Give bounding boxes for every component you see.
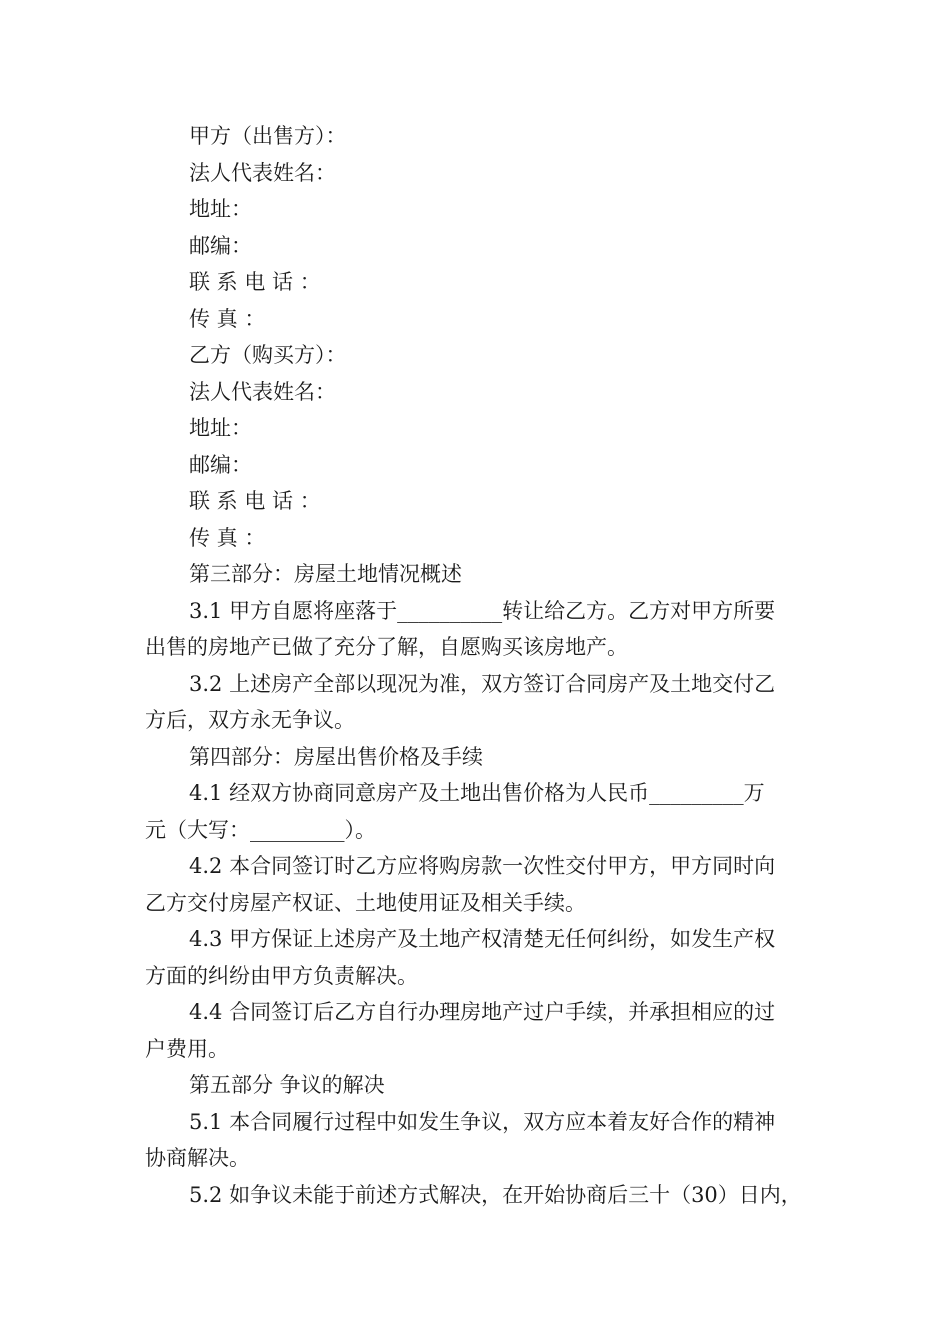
clause-3-2-line-1: 3.2 上述房产全部以现况为准，双方签订合同房产及土地交付乙 [189,671,776,696]
party-a-fax: 传 真 ： [189,306,266,331]
clause-5-1-line-1: 5.1 本合同履行过程中如发生争议，双方应本着友好合作的精神 [189,1109,776,1134]
clause-4-2-line-1: 4.2 本合同签订时乙方应将购房款一次性交付甲方，甲方同时向 [189,854,776,878]
clause-4-3-line-1: 4.3 甲方保证上述房产及土地产权清楚无任何纠纷，如发生产权 [189,927,776,951]
party-a-phone: 联 系 电 话 ： [189,270,321,294]
clause-4-3-line-2: 方面的纠纷由甲方负责解决。 [145,963,418,988]
clause-5-1-line-2: 协商解决。 [145,1146,250,1170]
clause-4-4-line-1: 4.4 合同签订后乙方自行办理房地产过户手续，并承担相应的过 [189,1000,776,1024]
clause-4-1-line-2: 元（大写：_________）。 [145,817,376,842]
clause-3-2-line-2: 方后，双方永无争议。 [145,708,355,732]
party-a-title: 甲方（出售方）： [189,124,347,148]
contract-body [145,118,825,1213]
party-b-fax: 传 真 ： [189,525,266,550]
clause-3-1-line-1: 3.1 甲方自愿将座落于__________转让给乙方。乙方对甲方所要 [189,598,776,623]
clause-4-2-line-2: 乙方交付房屋产权证、土地使用证及相关手续。 [145,890,586,915]
party-a-postcode: 邮编： [189,233,252,258]
clause-4-4-line-2: 户费用。 [145,1036,229,1061]
clause-3-1-line-2: 出售的房地产已做了充分了解，自愿购买该房地产。 [145,635,628,659]
section-4-heading: 第四部分：房屋出售价格及手续 [189,744,483,769]
party-b-legal-rep: 法人代表姓名： [189,379,336,404]
clause-4-1-line-1: 4.1 经双方协商同意房产及土地出售价格为人民币_________万 [189,781,765,805]
party-b-title: 乙方（购买方）： [189,343,347,367]
party-a-address: 地址： [189,197,252,221]
clause-5-2-line-1: 5.2 如争议未能于前述方式解决，在开始协商后三十（30）日内， [189,1182,802,1207]
party-a-legal-rep: 法人代表姓名： [189,160,336,185]
section-5-heading: 第五部分 争议的解决 [189,1073,385,1097]
section-3-heading: 第三部分：房屋土地情况概述 [189,562,462,586]
party-b-postcode: 邮编： [189,452,252,477]
party-b-address: 地址： [189,416,252,440]
party-b-phone: 联 系 电 话 ： [189,489,321,513]
